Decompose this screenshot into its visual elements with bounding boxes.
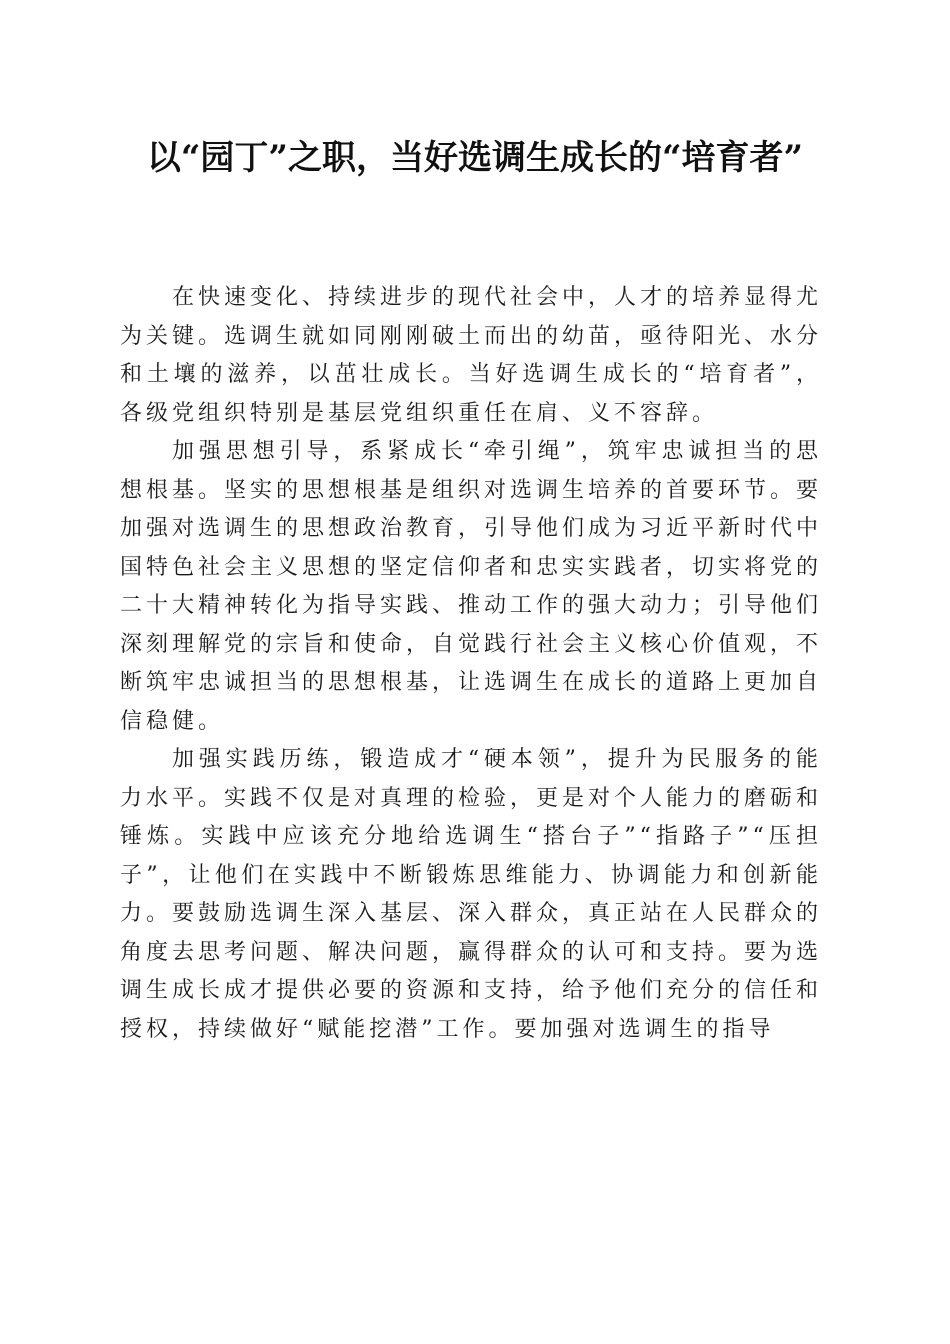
paragraph-practical-training: 加强实践历练，锻造成才“硬本领”，提升为民服务的能力水平。实践不仅是对真理的检验，更是对个人能力的磨砺和锤炼。实践中应该充分地给选调生“搭台子”“指路子”“压担子”，让他们在实践中不断锻炼思维能力、协调能力和创新能力。要鼓励选调生深入基层、深入群众，真正站在人民群众的角度去思考问题、解决问题，赢得群众的认可和支持。要为选调生成长成才提供必要的资源和支持，给予他们充分的信任和授权，持续做好“赋能挖潜”工作。要加强对选调生的指导	[120, 747, 823, 1042]
document-body	[120, 279, 822, 1049]
paragraph-ideological-guidance: 加强思想引导，系紧成长“牵引绳”，筑牢忠诚担当的思想根基。坚实的思想根基是组织对选调生培养的首要环节。要加强对选调生的思想政治教育，引导他们成为习近平新时代中国特色社会主义思想的坚定信仰者和忠实实践者，切实将党的二十大精神转化为指导实践、推动工作的强大动力；引导他们深刻理解党的宗旨和使命，自觉践行社会主义核心价值观，不断筑牢忠诚担当的思想根基，让选调生在成长的道路上更加自信稳健。	[120, 439, 823, 734]
document-title: 以“园丁”之职，当好选调生成长的“培育者”	[146, 138, 804, 178]
paragraph-intro: 在快速变化、持续进步的现代社会中，人才的培养显得尤为关键。选调生就如同刚刚破土而出的幼苗，亟待阳光、水分和土壤的滋养，以茁壮成长。当好选调生成长的“培育者”，各级党组织特别是基层党组织重任在肩、义不容辞。	[120, 285, 823, 426]
